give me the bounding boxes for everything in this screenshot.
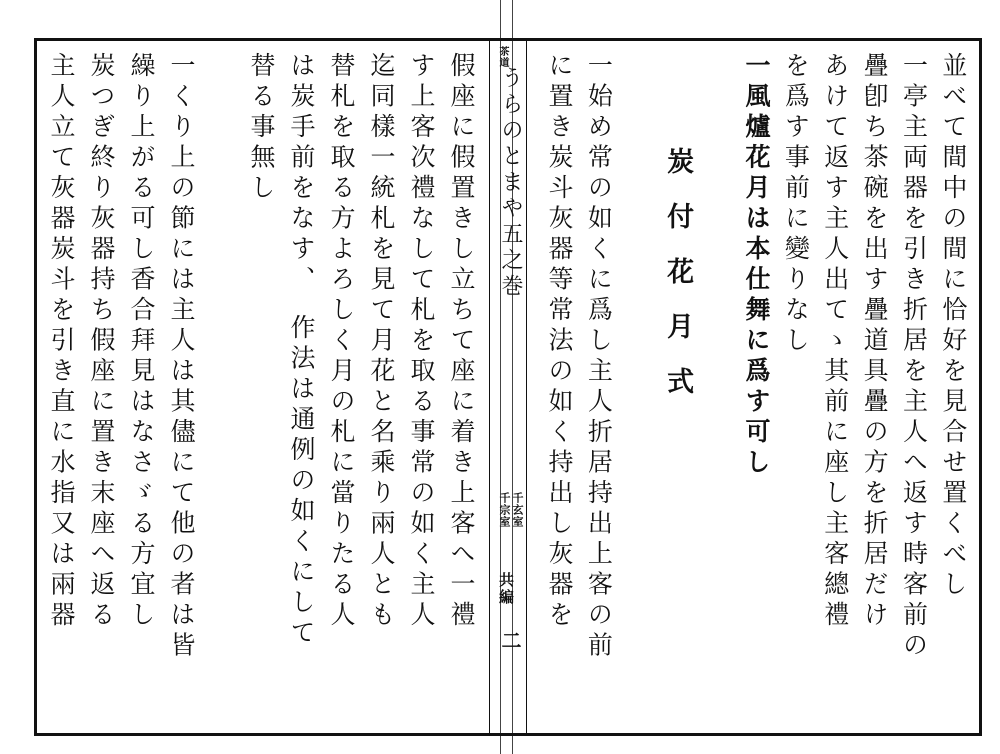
joint-edit-label: 共編 bbox=[497, 572, 515, 606]
text-column: す上客次禮なして札を取る事常の如く主人 bbox=[407, 52, 436, 632]
text-column: に置き炭斗灰器等常法の如く持出し灰器を bbox=[545, 52, 574, 632]
text-column: 炭つぎ終り灰器持ち假座に置き末座へ返る bbox=[87, 52, 116, 632]
text-column: あけて返す主人出てゝ其前に座し主客總禮 bbox=[820, 52, 850, 632]
series-label: 茶道 bbox=[497, 46, 508, 68]
left-page-text bbox=[42, 52, 478, 722]
text-column: 一亭主両器を引き折居を主人へ返す時客前の bbox=[899, 52, 929, 662]
text-column: 一始め常の如くに爲し主人折居持出上客の前 bbox=[584, 52, 614, 662]
text-column: 疊卽ち茶碗を出す疊道具疊の方を折居だけ bbox=[860, 52, 890, 632]
text-column: 替札を取る方よろしく月の札に當りたる人 bbox=[327, 52, 356, 632]
text-column: 假座に假置きし立ちて座に着き上客へ一禮 bbox=[447, 52, 476, 632]
text-column: 主人立て灰器炭斗を引き直に水指又は兩器 bbox=[47, 52, 76, 632]
text-column: 一風爐花月は本仕舞に爲す可し bbox=[741, 52, 771, 479]
running-header bbox=[490, 44, 526, 674]
blank-column bbox=[202, 52, 238, 722]
editor-name: 千玄室 bbox=[511, 492, 524, 528]
book-title: うらのとまや五之巻 bbox=[498, 66, 523, 300]
right-page-text bbox=[540, 52, 970, 722]
text-column: 繰り上がる可し香合拜見はなさゞる方宜し bbox=[127, 52, 156, 632]
page-number: 二 bbox=[498, 630, 522, 650]
blank-column bbox=[619, 52, 655, 722]
text-column: は炭手前をなす、 作法は通例の如くにして bbox=[287, 52, 316, 650]
text-column: 替る事無し bbox=[247, 52, 276, 205]
text-column: 迄同樣一統札を見て月花と名乘り兩人とも bbox=[367, 52, 396, 632]
text-column: 一くり上の節には主人は其儘にて他の者は皆 bbox=[167, 52, 196, 662]
blank-column bbox=[698, 52, 734, 722]
text-column: を爲す事前に變りなし bbox=[781, 52, 811, 357]
text-column: 並べて間中の間に恰好を見合せ置くべし bbox=[938, 52, 968, 601]
section-title: 炭付花月式 bbox=[662, 147, 694, 422]
editor-name: 千宗室 bbox=[498, 492, 511, 528]
editors bbox=[496, 492, 524, 532]
